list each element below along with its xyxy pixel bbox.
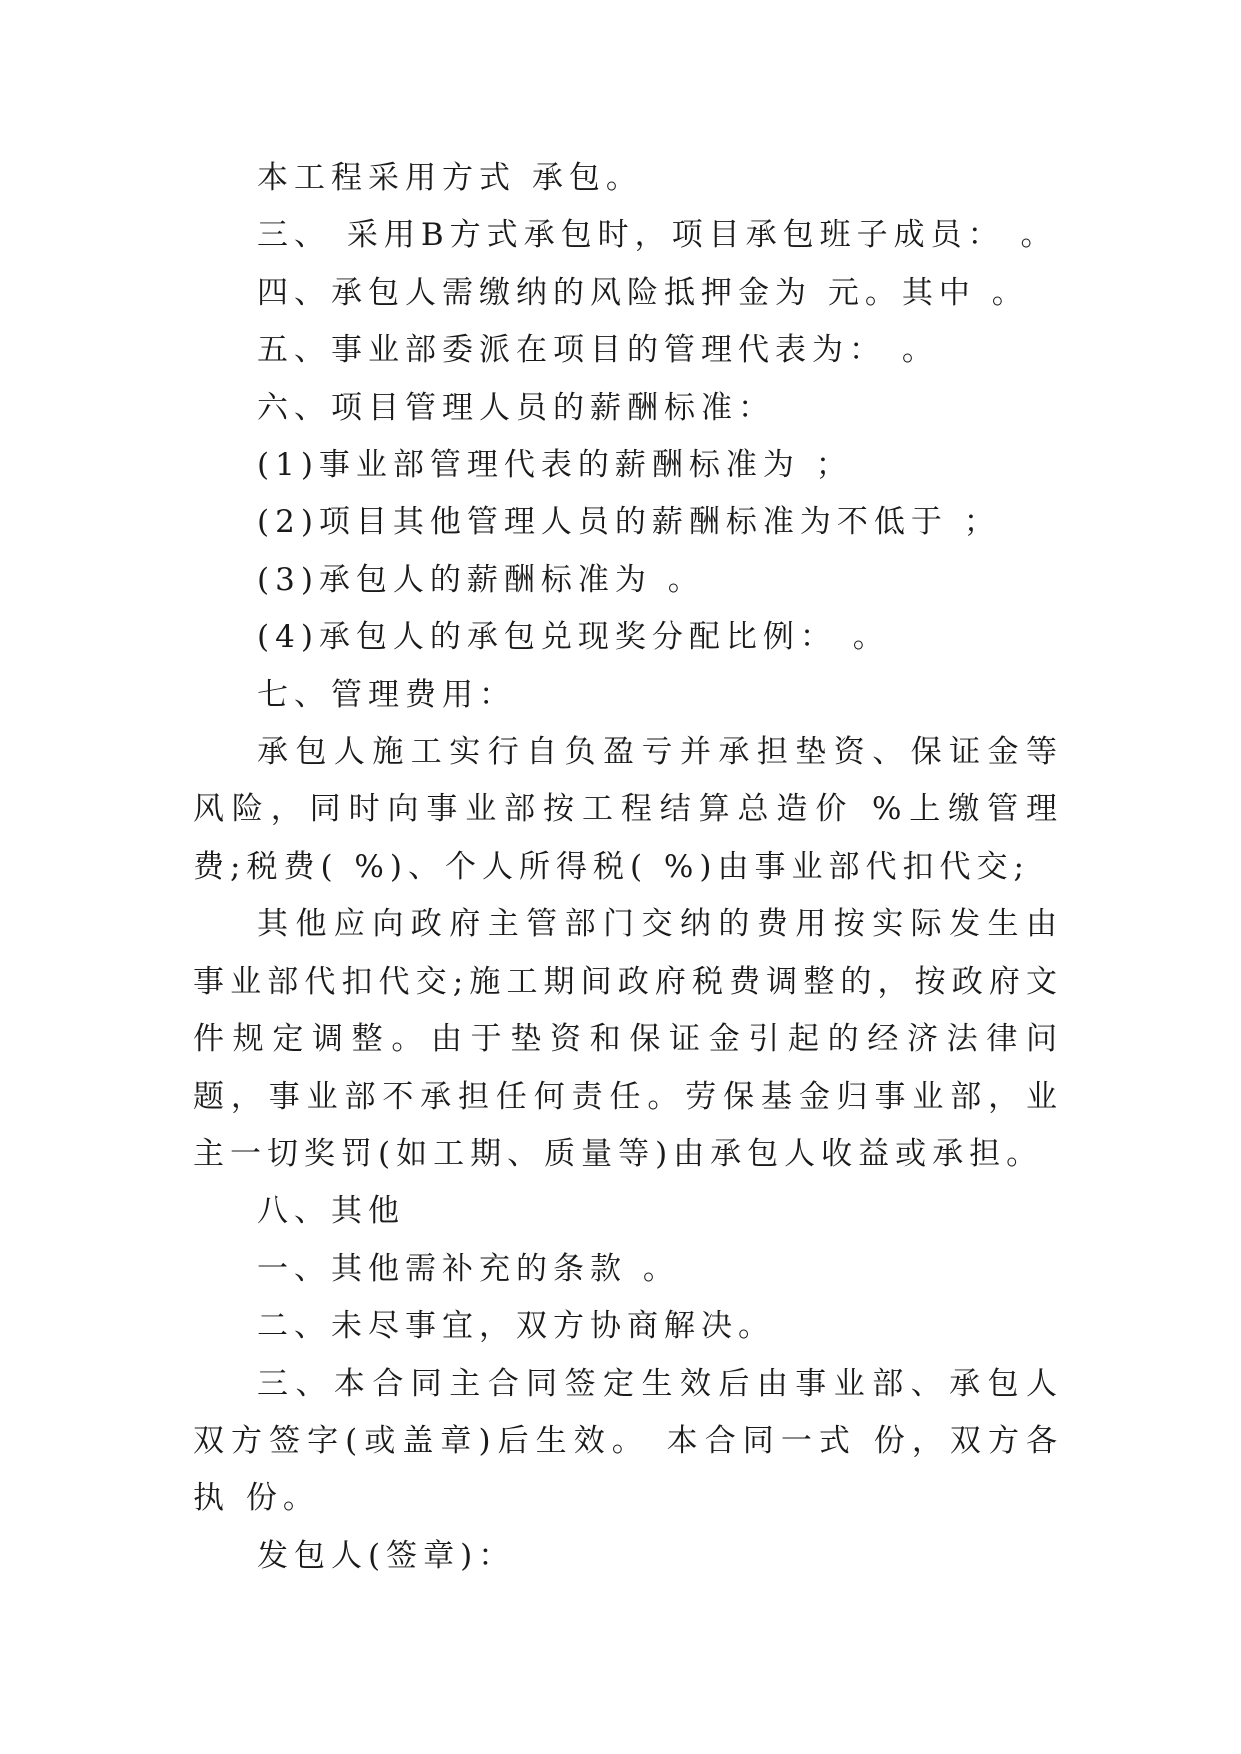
paragraph-section-8-heading: 八、其他 [257, 1193, 405, 1230]
paragraph-other-item-2: 二、未尽事宜，双方协商解决。 [257, 1308, 775, 1345]
paragraph-contract-method: 本工程采用方式 承包。 [257, 160, 643, 196]
paragraph-salary-item-2: (2)项目其他管理人员的薪酬标准为不低于 ； [257, 504, 1001, 541]
document-body [193, 150, 1063, 1585]
paragraph-contractor-signature: 发包人(签章)： [257, 1537, 516, 1574]
paragraph-other-fees: 其他应向政府主管部门交纳的费用按实际发生由事业部代扣代交;施工期间政府税费调整的，按政府文件规定调整。由于垫资和保证金引起的经济法律问题，事业部不承担任何责任。劳保基金归事业部，业主一切奖罚(如工期、质量等)由承包人收益或承担。 [193, 906, 1063, 1172]
paragraph-other-item-3: 三、本合同主合同签定生效后由事业部、承包人双方签字(或盖章)后生效。 本合同一式 份，双方各执 份。 [193, 1365, 1063, 1517]
paragraph-section-7-heading: 七、管理费用： [257, 676, 516, 713]
paragraph-section-5-representative: 五、事业部委派在项目的管理代表为： 。 [257, 332, 939, 369]
paragraph-management-fee: 承包人施工实行自负盈亏并承担垫资、保证金等风险，同时向事业部按工程结算总造价 %上缴管理费;税费( %)、个人所得税( %)由事业部代扣代交; [193, 734, 1063, 885]
paragraph-other-item-1: 一、其他需补充的条款 。 [257, 1250, 680, 1287]
paragraph-salary-item-4: (4)承包人的承包兑现奖分配比例： 。 [257, 619, 890, 656]
paragraph-salary-item-1: (1)事业部管理代表的薪酬标准为 ； [257, 447, 853, 484]
paragraph-salary-item-3: (3)承包人的薪酬标准为 。 [257, 561, 705, 598]
paragraph-section-3-team: 三、 采用B方式承包时，项目承包班子成员： 。 [257, 217, 1058, 254]
paragraph-section-6-salary-heading: 六、项目管理人员的薪酬标准： [257, 389, 775, 426]
paragraph-section-4-deposit: 四、承包人需缴纳的风险抵押金为 元。其中 。 [257, 274, 1029, 311]
